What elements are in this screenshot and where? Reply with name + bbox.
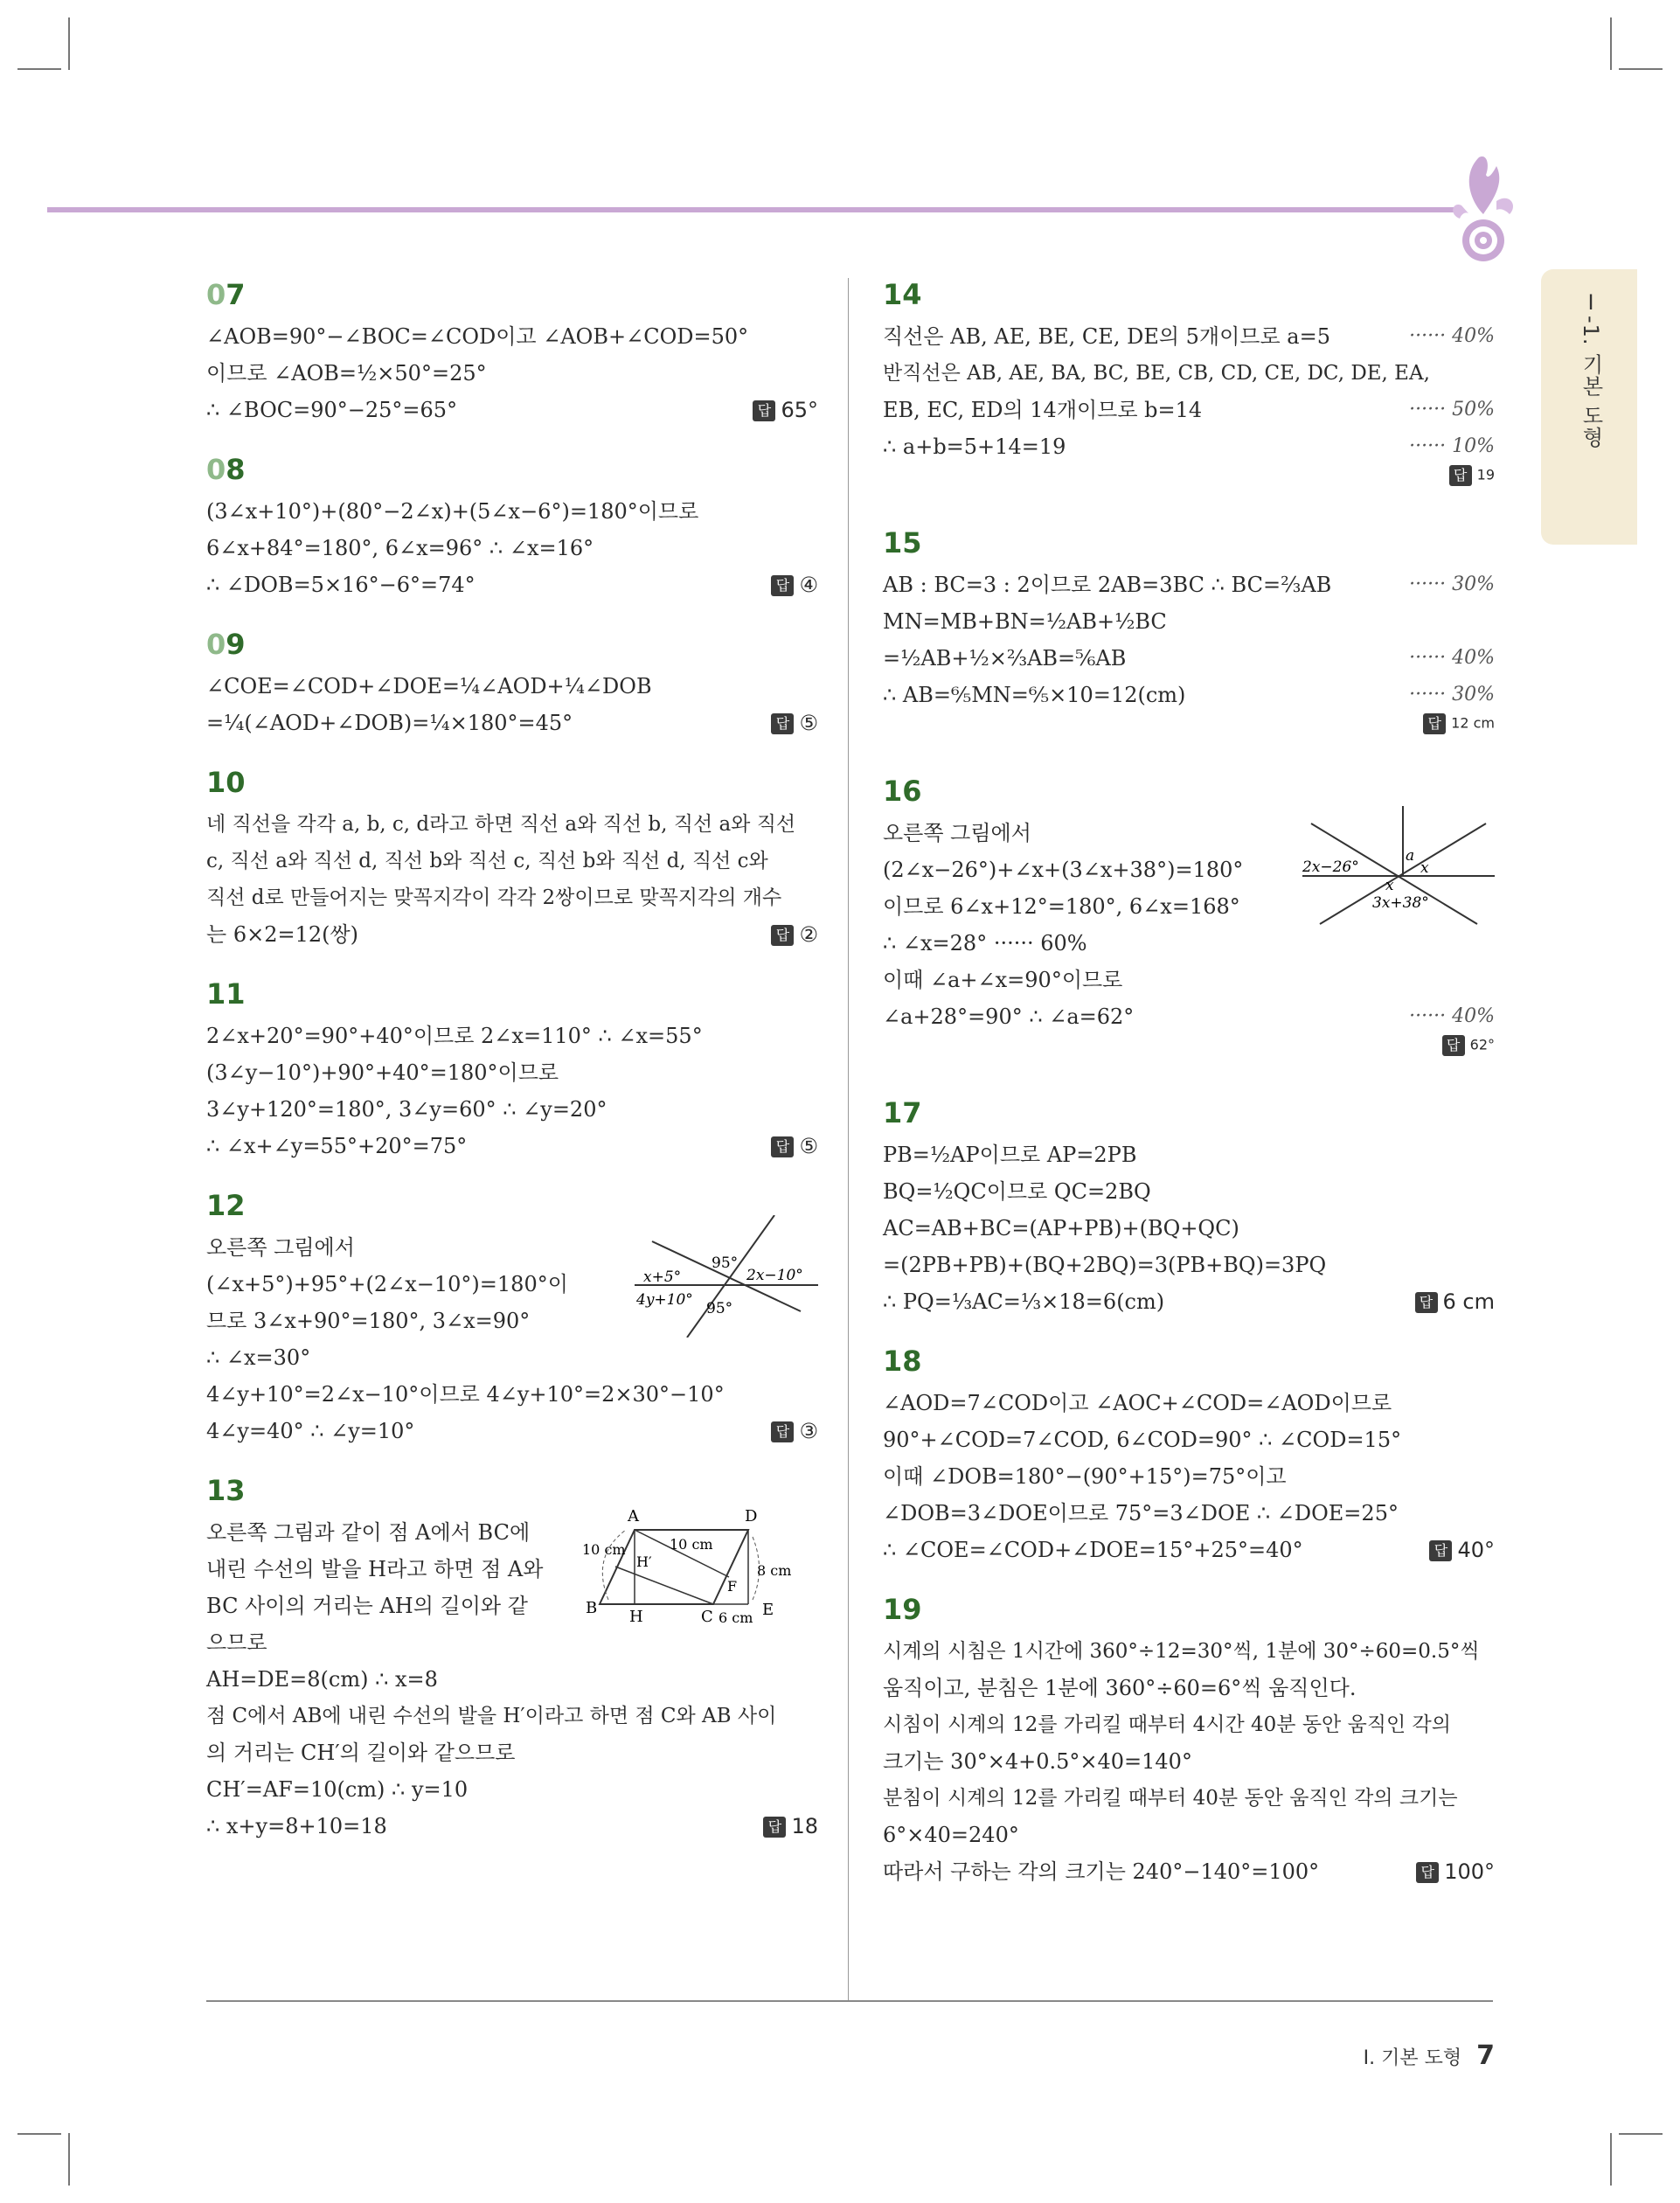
answer xyxy=(771,705,818,741)
solution-text: 이때 ∠DOB=180°−(90°+15°)=75°이고 xyxy=(883,1464,1287,1489)
answer-mark-icon: 답 xyxy=(771,713,794,734)
answer-line xyxy=(883,465,1495,502)
solution-text: ∴ ∠DOB=5×16°−6°=74° xyxy=(206,573,476,597)
solution-line: (3∠x+10°)+(80°−2∠x)+(5∠x−6°)=180°이므로 xyxy=(206,499,699,524)
answer-line xyxy=(883,713,1495,750)
problem-19 xyxy=(883,1593,1495,1890)
figure-label: 4y+10° xyxy=(636,1291,693,1309)
solution-line xyxy=(883,1173,1495,1210)
answer xyxy=(1442,1035,1495,1056)
left-column xyxy=(206,278,818,1869)
answer xyxy=(771,1413,818,1449)
problem-08 xyxy=(206,453,818,603)
solution-line xyxy=(206,705,818,741)
answer-value: 18 xyxy=(791,1814,818,1838)
answer-value: ⑤ xyxy=(799,1134,818,1158)
page-footer xyxy=(1364,2040,1495,2071)
solution-line: ∠COE=∠COD+∠DOE=¼∠AOD+¼∠DOB xyxy=(206,674,652,698)
answer xyxy=(1416,1853,1495,1890)
answer-value: ⑤ xyxy=(799,711,818,735)
answer xyxy=(1429,1532,1495,1568)
figure-label: E xyxy=(762,1601,774,1619)
solution-text: ∴ ∠x=28° ······ 60% xyxy=(883,931,1087,956)
figure-label: 3x+38° xyxy=(1372,894,1429,912)
answer-value: 12 cm xyxy=(1451,714,1495,732)
problem-number: 09 xyxy=(206,628,246,661)
solution-line xyxy=(883,1817,1495,1853)
solution-line: ∠AOB=90°−∠BOC=∠COD이고 ∠AOB+∠COD=50° xyxy=(206,324,749,349)
solution-text: ∠DOB=3∠DOE이므로 75°=3∠DOE ∴ ∠DOE=25° xyxy=(883,1501,1399,1525)
solution-text: 시계의 시침은 1시간에 360°÷12=30°씩, 1분에 30°÷60=0.5°씩 xyxy=(883,1640,1480,1663)
chapter-tab-label: Ⅰ-1. 기본 도형 xyxy=(1579,290,1603,448)
solution-text: 90°+∠COD=7∠COD, 6∠COD=90° ∴ ∠COD=15° xyxy=(883,1428,1402,1452)
problem-13 xyxy=(206,1474,818,1845)
solution-line xyxy=(883,1633,1495,1670)
solution-text: 이때 ∠a+∠x=90°이므로 xyxy=(883,968,1123,992)
solution-text: 4∠y=40° ∴ ∠y=10° xyxy=(206,1419,415,1443)
solution-text: ∴ a+b=5+14=19 xyxy=(883,434,1066,459)
answer-value: 65° xyxy=(781,398,818,422)
problem-number: 11 xyxy=(206,977,246,1011)
solution-line xyxy=(206,1128,818,1164)
problem-number: 07 xyxy=(206,278,246,311)
solution-text: MN=MB+BN=½AB+½BC xyxy=(883,609,1167,634)
answer xyxy=(1423,713,1495,734)
figure-label: H xyxy=(629,1608,643,1626)
solution-text: AC=AB+BC=(AP+PB)+(BQ+QC) xyxy=(883,1216,1239,1240)
score-percent: ······ 30% xyxy=(1409,573,1495,595)
crop-mark xyxy=(17,2133,61,2135)
solution-text: 움직이고, 분침은 1분에 360°÷60=6°씩 움직인다. xyxy=(883,1676,1357,1700)
answer xyxy=(1415,1283,1495,1320)
figure-label: x+5° xyxy=(643,1268,682,1286)
solution-line: c, 직선 a와 직선 d, 직선 b와 직선 c, 직선 b와 직선 d, 직선 c와 xyxy=(206,850,768,872)
solution-text: (2∠x−26°)+∠x+(3∠x+38°)=180° xyxy=(883,858,1244,882)
problem-number: 17 xyxy=(883,1096,922,1129)
solution-line xyxy=(883,1743,1495,1780)
solution-line xyxy=(883,677,1495,713)
parallelogram-figure-13 xyxy=(582,1504,818,1626)
solution-text: 분침이 시계의 12를 가리킬 때부터 40분 동안 움직인 각의 크기는 xyxy=(883,1787,1458,1810)
solution-line xyxy=(883,1421,1495,1458)
solution-line xyxy=(206,1808,818,1845)
figure-label: 10 cm xyxy=(670,1536,713,1553)
figure-label: D xyxy=(745,1507,758,1525)
figure-label: 95° xyxy=(712,1254,739,1272)
answer-value: ③ xyxy=(799,1419,818,1443)
figure-label: F xyxy=(727,1578,738,1595)
solution-line: 4∠y+10°=2∠x−10°이므로 4∠y+10°=2×30°−10° xyxy=(206,1382,725,1407)
solution-text: =¼(∠AOD+∠DOB)=¼×180°=45° xyxy=(206,711,573,735)
answer-mark-icon: 답 xyxy=(1416,1862,1439,1883)
answer xyxy=(1449,465,1495,486)
score-percent: ······ 40% xyxy=(1409,1005,1495,1027)
figure-label: C xyxy=(701,1608,713,1626)
footer-section: Ⅰ. 기본 도형 xyxy=(1363,2047,1462,2069)
solution-line xyxy=(883,962,1495,998)
solution-line: 직선 d로 만들어지는 맞꼭지각이 각각 2쌍이므로 맞꼭지각의 개수 xyxy=(206,886,782,909)
problem-07 xyxy=(206,278,818,428)
answer-mark-icon: 답 xyxy=(1449,465,1472,486)
problem-number: 12 xyxy=(206,1189,246,1222)
solution-line xyxy=(883,998,1495,1035)
solution-line xyxy=(883,1247,1495,1283)
angle-figure-16 xyxy=(1302,806,1495,928)
solution-line: 이므로 ∠AOB=½×50°=25° xyxy=(206,361,487,386)
answer-value: 19 xyxy=(1476,466,1495,483)
solution-line: 6∠x+84°=180°, 6∠x=96° ∴ ∠x=16° xyxy=(206,536,594,560)
solution-line: CH′=AF=10(cm) ∴ y=10 xyxy=(206,1777,469,1802)
solution-text: 오른쪽 그림에서 xyxy=(883,821,1031,845)
solution-line: 내린 수선의 발을 H라고 하면 점 A와 xyxy=(206,1557,544,1581)
solution-text: 따라서 구하는 각의 크기는 240°−140°=100° xyxy=(883,1859,1320,1884)
solution-line: BC 사이의 거리는 AH의 길이와 같 xyxy=(206,1594,528,1618)
answer-mark-icon: 답 xyxy=(771,925,794,946)
problem-15 xyxy=(883,526,1495,750)
flower-ornament-icon xyxy=(1444,140,1523,271)
solution-line xyxy=(883,1532,1495,1568)
figure-label: 2x−26° xyxy=(1302,858,1359,876)
crop-mark xyxy=(1610,17,1612,70)
answer xyxy=(771,916,818,953)
score-percent: ······ 10% xyxy=(1409,435,1495,457)
solution-text: =½AB+½×⅔AB=⅚AB xyxy=(883,646,1127,671)
answer-mark-icon: 답 xyxy=(753,400,775,421)
solution-text: PB=½AP이므로 AP=2PB xyxy=(883,1143,1137,1167)
solution-line xyxy=(883,1706,1495,1743)
solution-line xyxy=(883,428,1495,465)
problem-number: 10 xyxy=(206,766,246,799)
figure-label: x xyxy=(1420,859,1429,877)
problem-14 xyxy=(883,278,1495,502)
solution-line xyxy=(883,1853,1495,1890)
problem-number: 19 xyxy=(883,1593,922,1626)
solution-text: 는 6×2=12(쌍) xyxy=(206,922,359,947)
solution-line xyxy=(883,603,1495,640)
answer-mark-icon: 답 xyxy=(1423,713,1446,734)
answer-mark-icon: 답 xyxy=(771,575,794,596)
solution-line xyxy=(883,640,1495,677)
score-percent: ······ 40% xyxy=(1409,325,1495,347)
problem-18 xyxy=(883,1345,1495,1568)
figure-label: H′ xyxy=(636,1553,652,1570)
problem-number: 13 xyxy=(206,1474,246,1507)
problem-number: 14 xyxy=(883,278,922,311)
solution-line xyxy=(883,1458,1495,1495)
solution-line: 오른쪽 그림에서 xyxy=(206,1235,355,1260)
solution-line xyxy=(883,1495,1495,1532)
problem-number: 15 xyxy=(883,526,922,559)
angle-figure-12 xyxy=(635,1215,818,1338)
solution-text: ∴ x+y=8+10=18 xyxy=(206,1814,387,1838)
solution-line: 점 C에서 AB에 내린 수선의 발을 H′이라고 하면 점 C와 AB 사이 xyxy=(206,1705,777,1727)
problem-16 xyxy=(883,775,1495,1072)
column-divider xyxy=(848,278,849,2002)
header-rule xyxy=(47,207,1463,212)
solution-line xyxy=(883,566,1495,603)
solution-line xyxy=(883,1385,1495,1421)
solution-line xyxy=(883,355,1495,392)
answer xyxy=(753,392,818,428)
solution-line xyxy=(883,1283,1495,1320)
solution-line xyxy=(206,566,818,603)
solution-text: ∠a+28°=90° ∴ ∠a=62° xyxy=(883,1004,1135,1029)
problem-number: 16 xyxy=(883,775,922,808)
solution-text: ∴ ∠BOC=90°−25°=65° xyxy=(206,398,458,422)
answer-mark-icon: 답 xyxy=(771,1421,794,1442)
answer-line xyxy=(883,1035,1495,1072)
answer-value: 40° xyxy=(1457,1538,1495,1562)
answer-mark-icon: 답 xyxy=(771,1136,794,1157)
solution-text: EB, EC, ED의 14개이므로 b=14 xyxy=(883,398,1203,422)
solution-line: 3∠y+120°=180°, 3∠y=60° ∴ ∠y=20° xyxy=(206,1097,607,1122)
score-percent: ······ 30% xyxy=(1409,684,1495,705)
right-column xyxy=(883,278,1495,1915)
solution-line: AH=DE=8(cm) ∴ x=8 xyxy=(206,1667,438,1692)
problem-10 xyxy=(206,766,818,953)
crop-mark xyxy=(17,68,61,70)
answer-value: ② xyxy=(799,922,818,947)
figure-label: 10 cm xyxy=(582,1541,626,1558)
solution-text: 직선은 AB, AE, BE, CE, DE의 5개이므로 a=5 xyxy=(883,324,1330,349)
solution-text: ∴ ∠x+∠y=55°+20°=75° xyxy=(206,1134,468,1158)
solution-text: 이므로 6∠x+12°=180°, 6∠x=168° xyxy=(883,894,1240,919)
solution-text: 6°×40=240° xyxy=(883,1823,1019,1847)
problem-number: 18 xyxy=(883,1345,922,1378)
solution-line xyxy=(883,392,1495,428)
solution-line xyxy=(883,318,1495,355)
solution-line: (∠x+5°)+95°+(2∠x−10°)=180°이 xyxy=(206,1272,568,1296)
solution-line: 므로 3∠x+90°=180°, 3∠x=90° xyxy=(206,1309,531,1333)
problem-number: 08 xyxy=(206,453,246,486)
crop-mark xyxy=(68,17,70,70)
answer-mark-icon: 답 xyxy=(1429,1540,1452,1561)
answer-value: 100° xyxy=(1444,1859,1495,1884)
solution-line: 의 거리는 CH′의 길이와 같으므로 xyxy=(206,1741,516,1765)
answer xyxy=(763,1808,818,1845)
answer-value: 6 cm xyxy=(1442,1289,1495,1314)
figure-label: 6 cm xyxy=(719,1609,753,1626)
score-percent: ······ 40% xyxy=(1409,647,1495,669)
answer-mark-icon: 답 xyxy=(1415,1292,1438,1313)
solution-line xyxy=(883,1670,1495,1706)
solution-line xyxy=(883,1210,1495,1247)
bottom-rule xyxy=(206,2000,1493,2002)
score-percent: ······ 50% xyxy=(1409,399,1495,420)
crop-mark xyxy=(1619,2133,1663,2135)
problem-17 xyxy=(883,1096,1495,1320)
figure-label: 95° xyxy=(706,1300,733,1317)
solution-text: ∴ PQ=⅓AC=⅓×18=6(cm) xyxy=(883,1289,1165,1314)
solution-text: 반직선은 AB, AE, BA, BC, BE, CB, CD, CE, DC, DE, EA, xyxy=(883,362,1430,385)
problem-11 xyxy=(206,977,818,1164)
solution-line: 2∠x+20°=90°+40°이므로 2∠x=110° ∴ ∠x=55° xyxy=(206,1024,703,1048)
solution-text: =(2PB+PB)+(BQ+2BQ)=3(PB+BQ)=3PQ xyxy=(883,1253,1327,1277)
crop-mark xyxy=(1619,68,1663,70)
answer-mark-icon: 답 xyxy=(763,1817,786,1838)
solution-line: 으므로 xyxy=(206,1630,267,1655)
solution-line xyxy=(206,392,818,428)
solution-line: 네 직선을 각각 a, b, c, d라고 하면 직선 a와 직선 b, 직선 a와 직선 xyxy=(206,813,796,836)
answer-mark-icon: 답 xyxy=(1442,1035,1465,1056)
crop-mark xyxy=(1610,2133,1612,2186)
problem-09 xyxy=(206,628,818,741)
solution-line xyxy=(883,1780,1495,1817)
problem-12 xyxy=(206,1189,818,1449)
solution-text: ∴ ∠COE=∠COD+∠DOE=15°+25°=40° xyxy=(883,1538,1303,1562)
figure-label: 2x−10° xyxy=(746,1267,803,1284)
solution-text: 시침이 시계의 12를 가리킬 때부터 4시간 40분 동안 움직인 각의 xyxy=(883,1713,1451,1736)
solution-line: 오른쪽 그림과 같이 점 A에서 BC에 xyxy=(206,1520,531,1545)
solution-line xyxy=(883,1136,1495,1173)
solution-line: ∴ ∠x=30° xyxy=(206,1345,311,1370)
answer-value: 62° xyxy=(1469,1036,1495,1053)
figure-label: B xyxy=(586,1599,598,1617)
solution-line xyxy=(883,925,1495,962)
solution-text: AB : BC=3 : 2이므로 2AB=3BC ∴ BC=⅔AB xyxy=(883,573,1332,597)
figure-label: A xyxy=(628,1507,639,1525)
solution-text: ∴ AB=⁶⁄₅MN=⁶⁄₅×10=12(cm) xyxy=(883,683,1186,707)
chapter-side-tab xyxy=(1541,269,1637,545)
solution-text: ∠AOD=7∠COD이고 ∠AOC+∠COD=∠AOD이므로 xyxy=(883,1391,1392,1415)
answer xyxy=(771,566,818,603)
solution-line xyxy=(206,916,818,953)
solution-text: 크기는 30°×4+0.5°×40=140° xyxy=(883,1749,1192,1774)
answer xyxy=(771,1128,818,1164)
page-number: 7 xyxy=(1476,2040,1495,2071)
figure-label: x xyxy=(1385,877,1394,894)
figure-label: 8 cm xyxy=(757,1562,792,1579)
crop-mark xyxy=(68,2133,70,2186)
answer-value: ④ xyxy=(799,573,818,597)
solution-text: BQ=½QC이므로 QC=2BQ xyxy=(883,1179,1151,1204)
figure-label: a xyxy=(1406,847,1415,865)
solution-line: (3∠y−10°)+90°+40°=180°이므로 xyxy=(206,1060,559,1085)
solution-line xyxy=(206,1413,818,1449)
